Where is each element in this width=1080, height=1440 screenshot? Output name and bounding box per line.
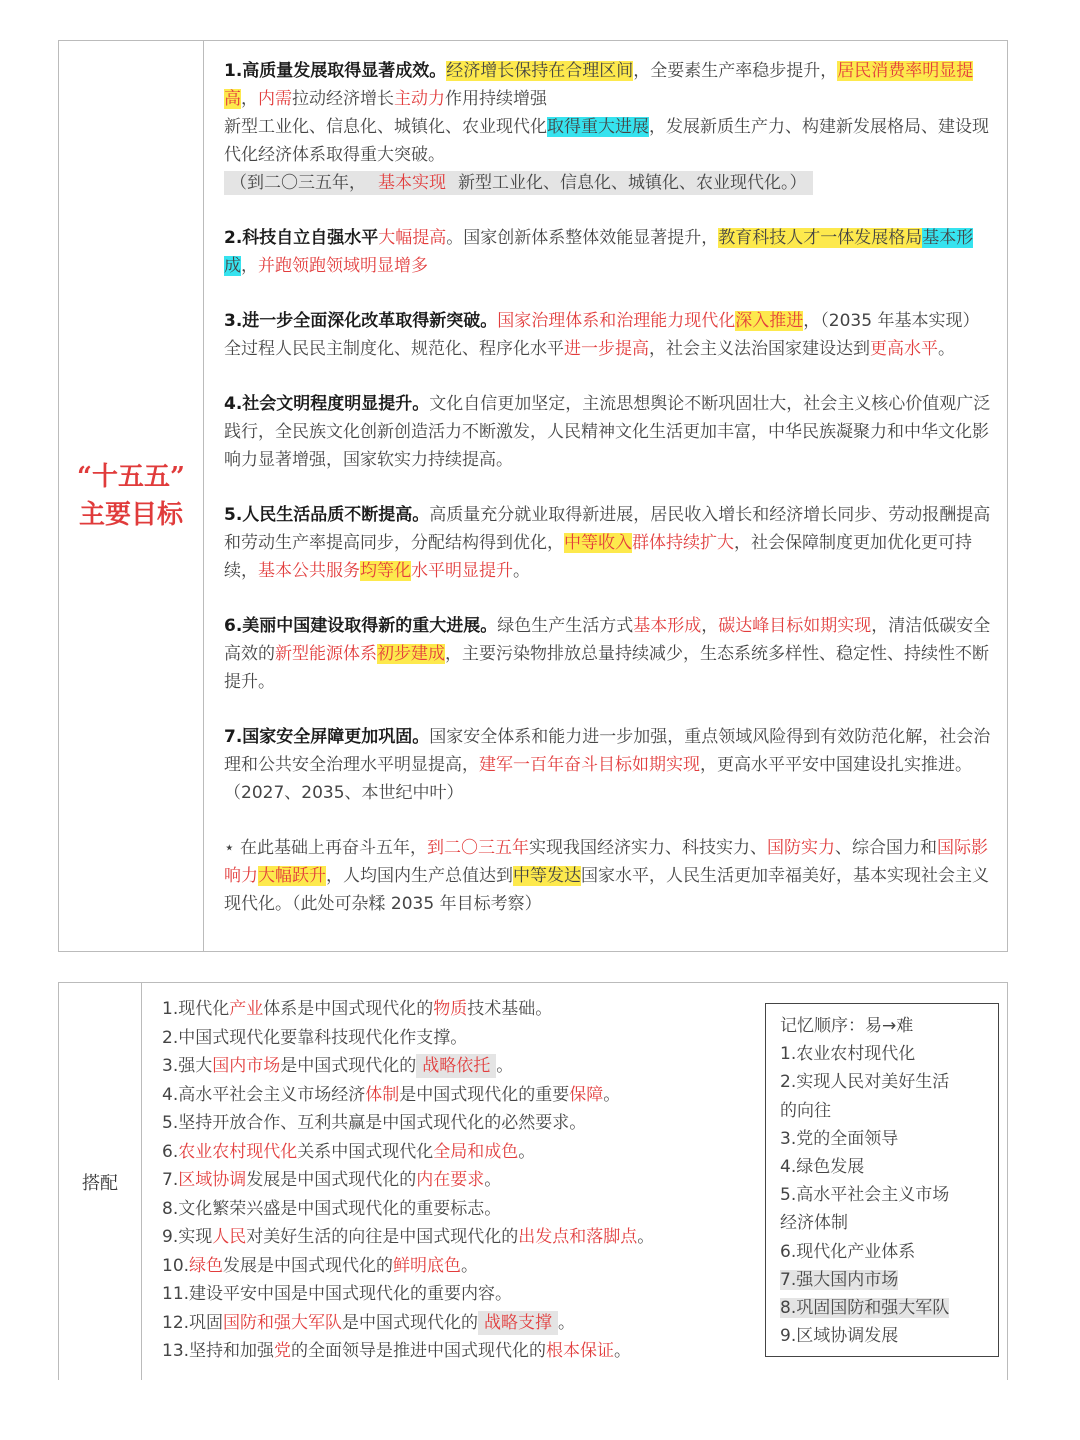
text-segment: 。国家创新体系整体效能显著提升， — [446, 228, 719, 248]
text-segment: 基本公共服务 — [258, 561, 360, 581]
memo-title: 记忆顺序：易→难 — [780, 1016, 914, 1036]
text-segment: 。 — [518, 1141, 536, 1162]
item-heading: 6.美丽中国建设取得新的重大进展。 — [224, 616, 498, 636]
text-segment: 。 — [513, 561, 530, 581]
memo-line-text: 经济体制 — [780, 1213, 848, 1234]
text-segment: 体系是中国式现代化的 — [263, 999, 434, 1019]
text-segment: ，社会保障制度更加优化更可持续， — [224, 533, 972, 581]
text-segment: 。 — [496, 1056, 514, 1076]
text-segment: 高质量充分就业取得新进展，居民收入增长和经济增长同步、劳动报酬提高和劳动生产率提高同步，分配结构得到优化， — [224, 505, 991, 553]
goal-item — [224, 834, 991, 918]
text-segment: ⋆ 在此基础上再奋斗五年， — [224, 838, 428, 858]
text-segment: 中等收入 — [564, 533, 632, 553]
text-segment: 是中国式现代化的重要 — [399, 1084, 570, 1105]
text-segment: 出发点和落脚点 — [518, 1227, 638, 1247]
text-segment: 党 — [274, 1341, 292, 1361]
text-segment: 区域协调 — [178, 1170, 247, 1190]
text-segment: 。 — [614, 1341, 632, 1361]
text-segment: 基本形成 — [633, 616, 702, 636]
memo-line-text: 2.实现人民对美好生活 — [780, 1072, 950, 1093]
text-segment: 国际影响力 — [224, 838, 989, 886]
text-segment: 鲜明底色 — [393, 1255, 462, 1276]
text-segment: 。 — [938, 339, 955, 359]
text-segment: ， — [241, 89, 258, 109]
text-segment: 实现我国经济实力、科技实力、 — [529, 838, 768, 858]
text-segment: 。 — [484, 1170, 502, 1190]
text-segment: 群体持续扩大 — [632, 533, 734, 553]
text-segment: 7. — [162, 1170, 179, 1190]
memo-line — [780, 1238, 998, 1266]
goals-label-cell — [59, 41, 204, 951]
text-segment: 国内市场 — [212, 1056, 281, 1076]
text-segment: 农业农村现代化 — [178, 1141, 298, 1162]
text-segment: ，（2035 年基本实现）全过程人民民主制度化、规范化、程序化水平 — [224, 311, 980, 359]
text-segment: 是中国式现代化的 — [280, 1056, 417, 1076]
text-segment: 国家治理体系和治理能力现代化 — [497, 311, 736, 331]
memo-line-text: 6.现代化产业体系 — [780, 1241, 916, 1262]
text-segment: 并跑领跑领域明显增多 — [258, 256, 428, 276]
text-segment: 发展是中国式现代化的 — [246, 1170, 417, 1190]
text-segment: 10. — [162, 1255, 190, 1276]
memo-line — [780, 1125, 998, 1153]
text-segment: 4.高水平社会主义市场经济 — [162, 1084, 366, 1105]
item-heading: 5.人民生活品质不断提高。 — [224, 505, 430, 525]
memo-line-text: 5.高水平社会主义市场 — [780, 1185, 950, 1206]
text-segment: 新型工业化、信息化、城镇化、农业现代化 — [224, 117, 547, 137]
text-segment: 13.坚持和加强 — [162, 1341, 275, 1361]
goals-list — [204, 41, 1007, 951]
text-segment: ， — [241, 256, 258, 276]
goal-item — [224, 612, 991, 696]
text-segment: 人民 — [212, 1227, 247, 1247]
text-segment: 国防实力 — [767, 838, 836, 858]
text-segment: 绿色 — [189, 1255, 224, 1276]
goal-item — [224, 307, 991, 363]
text-segment: 新型工业化、信息化、城镇化、农业现代化。） — [452, 171, 813, 195]
item-heading: 1.高质量发展取得显著成效。 — [224, 61, 447, 81]
text-segment: 进一步提高 — [564, 339, 649, 359]
text-segment: 碳达峰目标如期实现 — [718, 616, 872, 636]
text-segment: 到二〇三五年 — [427, 838, 530, 858]
text-segment: ，人均国内生产总值达到 — [326, 866, 513, 886]
text-segment: 关系中国式现代化 — [297, 1141, 434, 1162]
memo-line — [780, 1322, 998, 1350]
text-segment: ，清洁低碳安全高效的 — [224, 616, 991, 664]
text-segment: 新型能源体系 — [275, 644, 377, 664]
memo-line-text: 9.区域协调发展 — [780, 1326, 899, 1347]
text-segment: 保障 — [569, 1084, 604, 1105]
memo-line — [780, 1181, 998, 1209]
text-segment: ， — [701, 616, 719, 636]
goals-label: “十五五” 主要目标 — [77, 462, 185, 530]
text-segment: 技术基础。 — [467, 999, 553, 1019]
memo-lines — [780, 1040, 998, 1350]
text-segment: ，更高水平平安中国建设扎实推进。（2027、2035、本世纪中叶） — [224, 755, 972, 803]
text-segment: 中等发达 — [513, 866, 581, 886]
memo-line-text: 的向往 — [780, 1100, 831, 1121]
text-segment: 战略支撑 — [478, 1311, 558, 1335]
text-segment: 拉动经济增长 — [292, 89, 394, 109]
text-segment: 对美好生活的向往是中国式现代化的 — [246, 1227, 519, 1247]
text-segment: 5.坚持开放合作、互利共赢是中国式现代化的必然要求。 — [162, 1113, 587, 1133]
text-segment: 国防和强大军队 — [223, 1312, 343, 1333]
text-segment: 教育科技人才一体发展格局 — [718, 228, 923, 248]
text-segment: 均等化 — [360, 561, 411, 581]
text-segment: 初步建成 — [377, 644, 445, 664]
item-heading: 7.国家安全屏障更加巩固。 — [224, 727, 430, 747]
text-segment: ，发展新质生产力、构建新发展格局、建设现代化经济体系取得重大突破。 — [224, 117, 989, 165]
goal-item — [224, 723, 991, 807]
text-segment: 居民消费率明显提高 — [224, 61, 974, 109]
text-segment: ，社会主义法治国家建设达到 — [649, 339, 870, 359]
text-segment: （到二〇三五年， — [224, 171, 372, 195]
memo-line — [780, 1266, 998, 1294]
memo-line-text: 1.农业农村现代化 — [780, 1044, 916, 1065]
memo-line — [780, 1040, 998, 1068]
matching-table — [58, 982, 1008, 1380]
text-segment: 体制 — [365, 1084, 400, 1105]
memo-line-text: 7.强大国内市场 — [780, 1269, 899, 1290]
text-segment: 的全面领导是推进中国式现代化的 — [291, 1341, 547, 1361]
text-segment: 11.建设平安中国是中国式现代化的重要内容。 — [162, 1284, 513, 1304]
text-segment: 内需 — [258, 89, 292, 109]
text-segment: 战略依托 — [416, 1054, 496, 1078]
text-segment: 大幅提高 — [378, 228, 447, 248]
text-segment: 国家水平，人民生活更加幸福美好，基本实现社会主义现代化。（此处可杂糅 2035 年目标考察） — [224, 866, 989, 914]
text-segment: 水平明显提升 — [411, 561, 513, 581]
text-segment: 发展是中国式现代化的 — [223, 1255, 394, 1276]
text-segment: 内在要求 — [416, 1170, 485, 1190]
goal-item — [224, 224, 991, 280]
text-segment: 取得重大进展 — [547, 117, 649, 137]
text-segment: 基本实现 — [372, 171, 452, 195]
memo-line-text: 8.巩固国防和强大军队 — [780, 1298, 950, 1319]
text-segment: 物质 — [433, 999, 468, 1019]
text-segment: 大幅跃升 — [258, 866, 326, 886]
text-segment: 12.巩固 — [162, 1312, 224, 1333]
text-segment: ，全要素生产率稳步提升， — [633, 61, 838, 81]
text-segment: 绿色生产生活方式 — [497, 616, 634, 636]
text-segment: 建军一百年奋斗目标如期实现 — [479, 755, 700, 775]
memo-line — [780, 1153, 998, 1181]
text-segment: 是中国式现代化的 — [342, 1312, 479, 1333]
matching-label: 搭配 — [59, 983, 142, 1380]
goal-item — [224, 390, 991, 474]
text-segment: 根本保证 — [546, 1341, 615, 1361]
text-segment: 。 — [637, 1227, 655, 1247]
item-heading: 3.进一步全面深化改革取得新突破。 — [224, 311, 498, 331]
item-heading: 4.社会文明程度明显提升。 — [224, 394, 430, 414]
text-segment: 经济增长保持在合理区间 — [446, 61, 634, 81]
text-segment: 基本形成 — [224, 228, 974, 276]
text-segment: 2.中国式现代化要靠科技现代化作支撑。 — [162, 1027, 468, 1048]
text-segment: 。 — [461, 1255, 479, 1276]
text-segment: ，主要污染物排放总量持续减少，生态系统多样性、稳定性、持续性不断提升。 — [224, 644, 989, 692]
text-segment: 全局和成色 — [433, 1141, 519, 1162]
text-segment: 深入推进 — [735, 311, 804, 331]
text-segment: 主动力 — [394, 89, 445, 109]
main-goals-table — [58, 40, 1008, 952]
text-segment: 作用持续增强 — [445, 89, 547, 109]
memory-order-box — [765, 1003, 999, 1357]
text-segment: 文化自信更加坚定，主流思想舆论不断巩固壮大，社会主义核心价值观广泛践行，全民族文化创新创造活力不断激发，人民精神文化生活更加丰富，中华民族凝聚力和中华文化影响力显著增强，国家软实力持续提高。 — [224, 394, 991, 470]
item-heading: 2.科技自立自强水平 — [224, 228, 379, 248]
text-segment: 更高水平 — [870, 339, 938, 359]
memo-line — [780, 1209, 998, 1237]
text-segment: 8.文化繁荣兴盛是中国式现代化的重要标志。 — [162, 1198, 502, 1219]
goal-item — [224, 57, 991, 197]
text-segment: 6. — [162, 1141, 179, 1162]
text-segment: 产业 — [229, 999, 264, 1019]
goal-item — [224, 501, 991, 585]
text-segment: 1.现代化 — [162, 999, 230, 1019]
text-segment: 9.实现 — [162, 1227, 213, 1247]
text-segment: 国家安全体系和能力进一步加强，重点领域风险得到有效防范化解，社会治理和公共安全治理水平明显提高， — [224, 727, 991, 775]
memo-line-text: 3.党的全面领导 — [780, 1128, 899, 1149]
text-segment: 。 — [558, 1312, 576, 1333]
memo-line — [780, 1097, 998, 1125]
memo-line — [780, 1294, 998, 1322]
text-segment: 3.强大 — [162, 1056, 213, 1076]
text-segment: 、综合国力和 — [835, 838, 938, 858]
text-segment: 。 — [603, 1084, 621, 1105]
memo-line — [780, 1068, 998, 1096]
memo-line-text: 4.绿色发展 — [780, 1157, 865, 1178]
